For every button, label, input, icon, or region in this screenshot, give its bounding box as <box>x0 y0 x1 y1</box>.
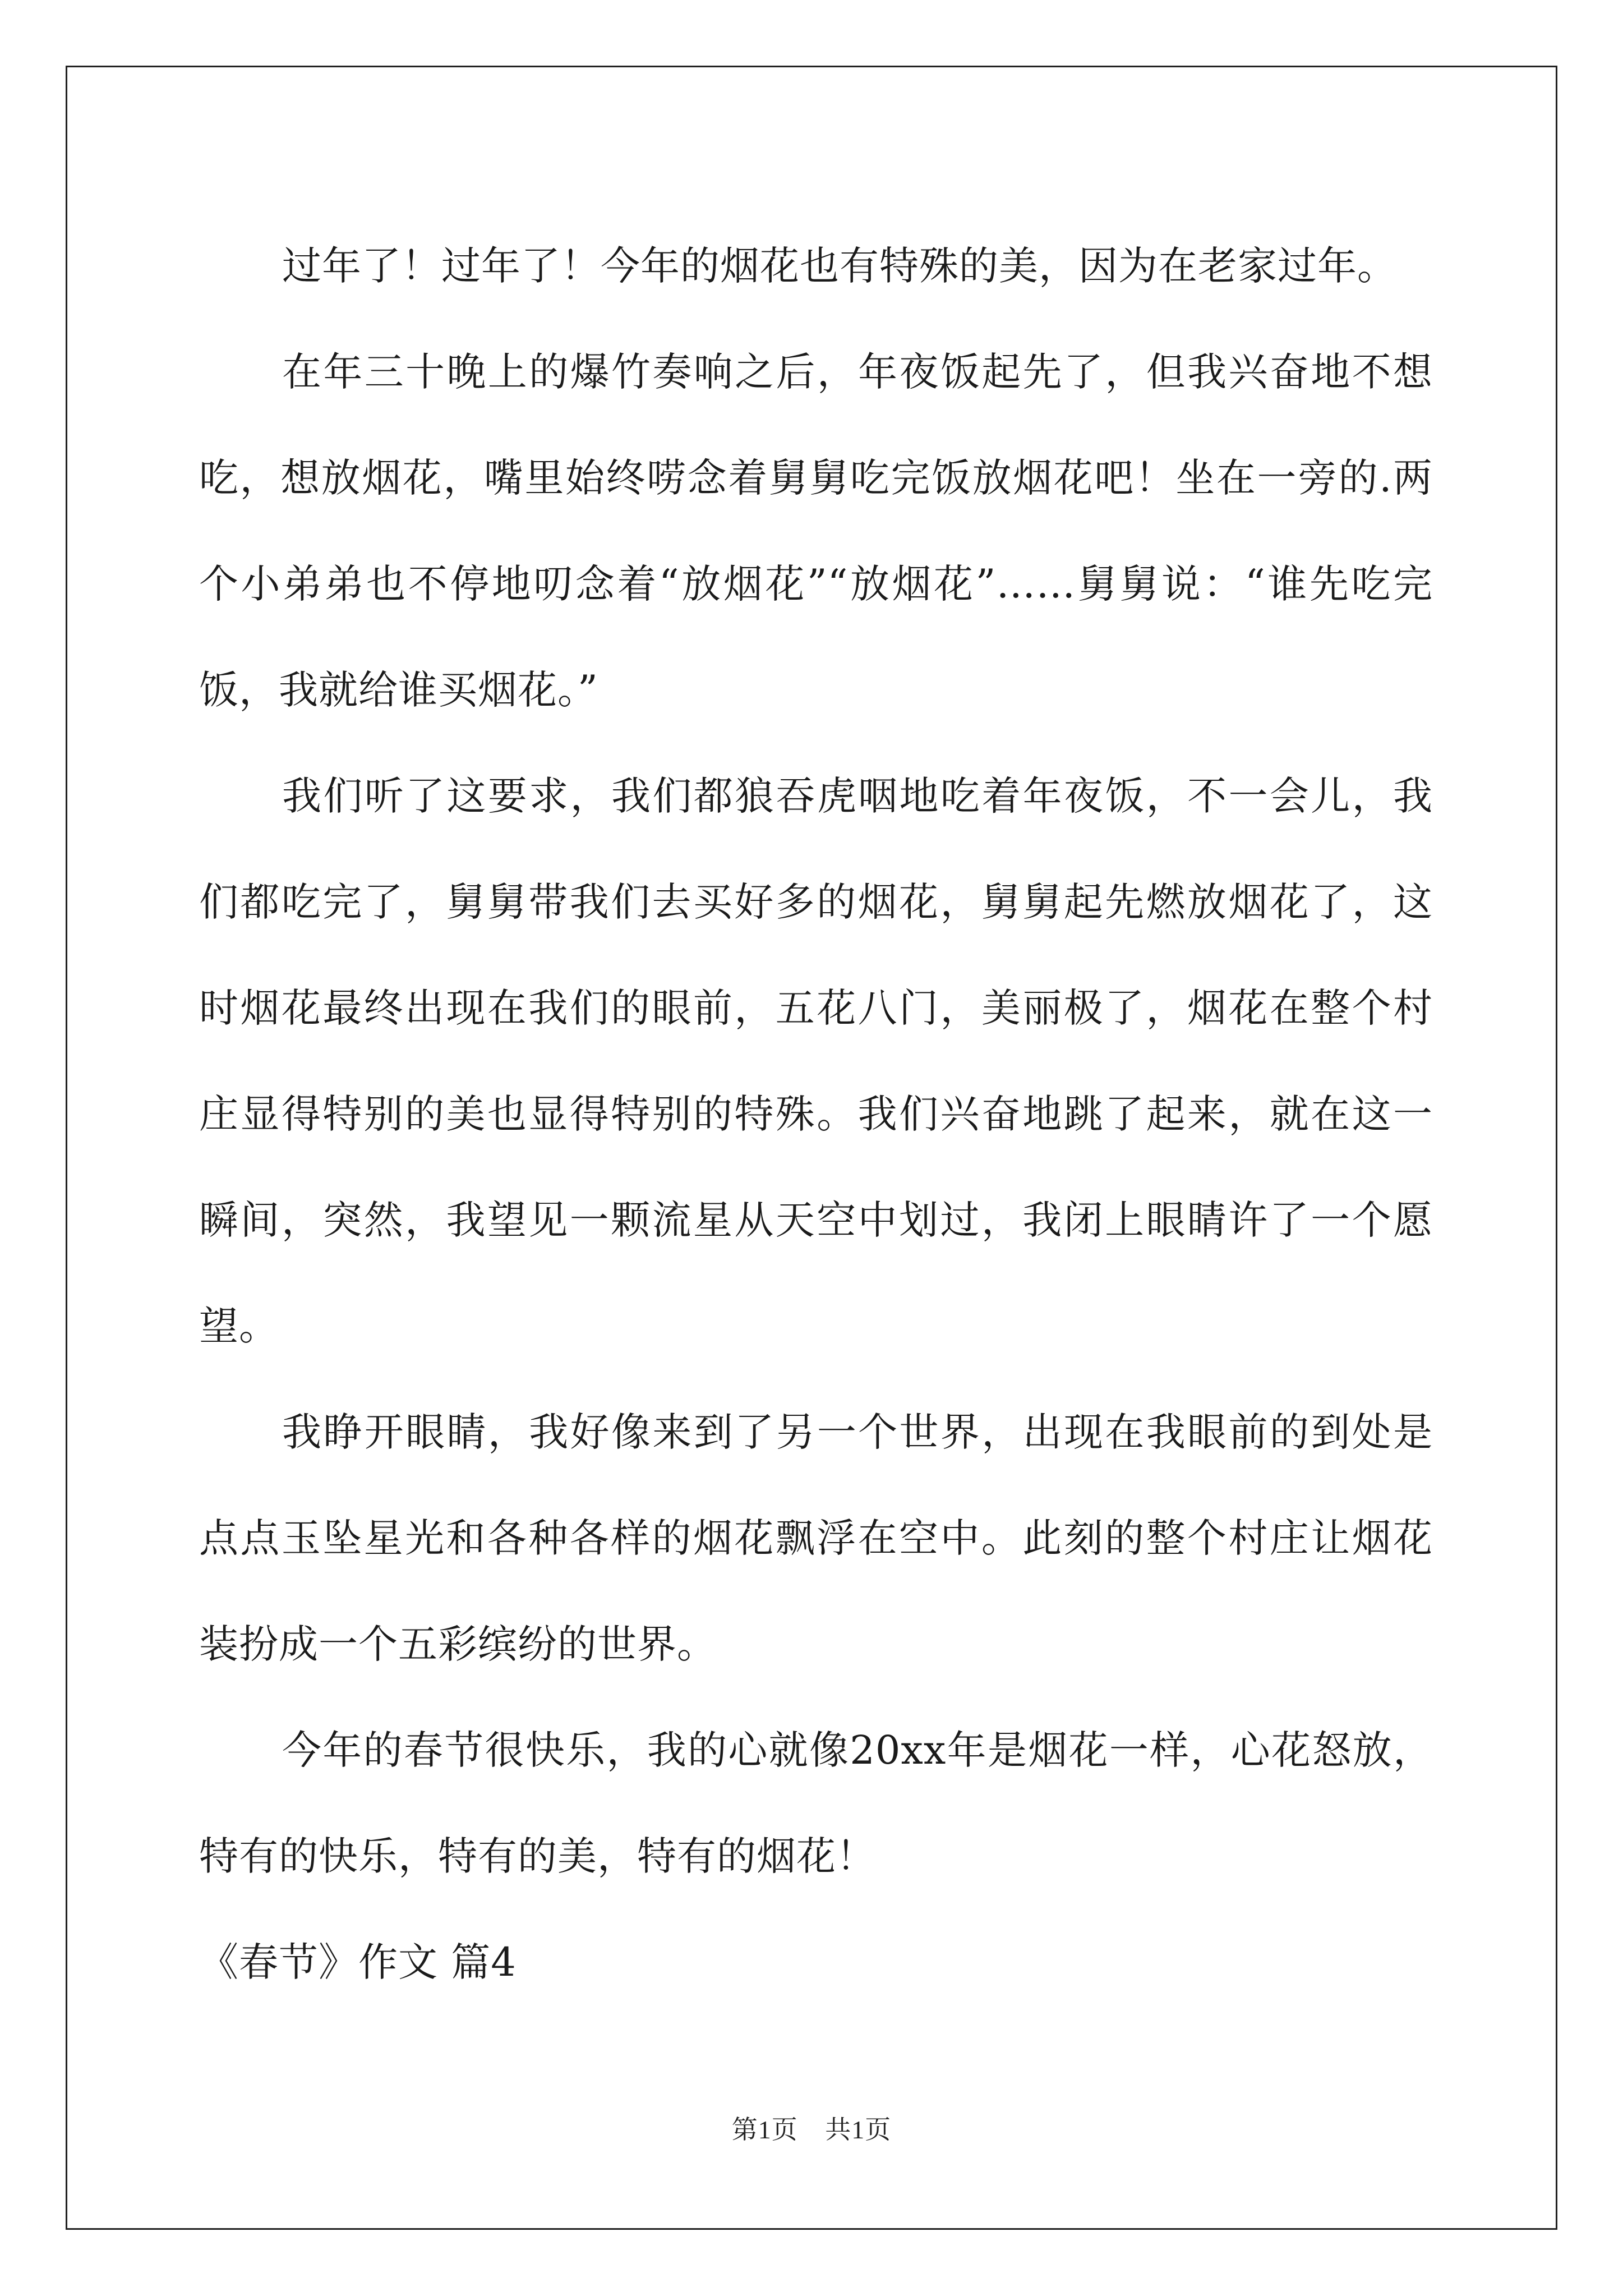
paragraph-4: 我睁开眼睛，我好像来到了另一个世界，出现在我眼前的到处是点点玉坠星光和各种各样的烟花飘浮在空中。此刻的整个村庄让烟花装扮成一个五彩缤纷的世界。 <box>199 1409 1433 1667</box>
paragraph-5: 今年的春节很快乐，我的心就像20xx年是烟花一样，心花怒放，特有的快乐，特有的美，特有的烟花！ <box>199 1727 1433 1879</box>
section-heading: 《春节》作文 篇4 <box>199 1939 517 1985</box>
page-number-current: 第1页 <box>731 2115 798 2144</box>
paragraph-2: 在年三十晚上的爆竹奏响之后，年夜饭起先了，但我兴奋地不想吃，想放烟花，嘴里始终唠念着舅舅吃完饭放烟花吧！坐在一旁的.两个小弟弟也不停地叨念着“放烟花”“放烟花”……舅舅说：“谁先吃完饭，我就给谁买烟花。” <box>199 349 1433 713</box>
paragraph-3: 我们听了这要求，我们都狼吞虎咽地吃着年夜饭，不一会儿，我们都吃完了，舅舅带我们去买好多的烟花，舅舅起先燃放烟花了，这时烟花最终出现在我们的眼前，五花八门，美丽极了，烟花在整个村庄显得特别的美也显得特别的特殊。我们兴奋地跳了起来，就在这一瞬间，突然，我望见一颗流星从天空中划过，我闭上眼睛许了一个愿望。 <box>199 773 1433 1349</box>
document-body <box>199 213 1433 2016</box>
paragraph-1: 过年了！过年了！今年的烟花也有特殊的美，因为在老家过年。 <box>282 243 1397 289</box>
page-footer <box>0 2109 1623 2146</box>
page-number-total: 共1页 <box>825 2115 892 2144</box>
